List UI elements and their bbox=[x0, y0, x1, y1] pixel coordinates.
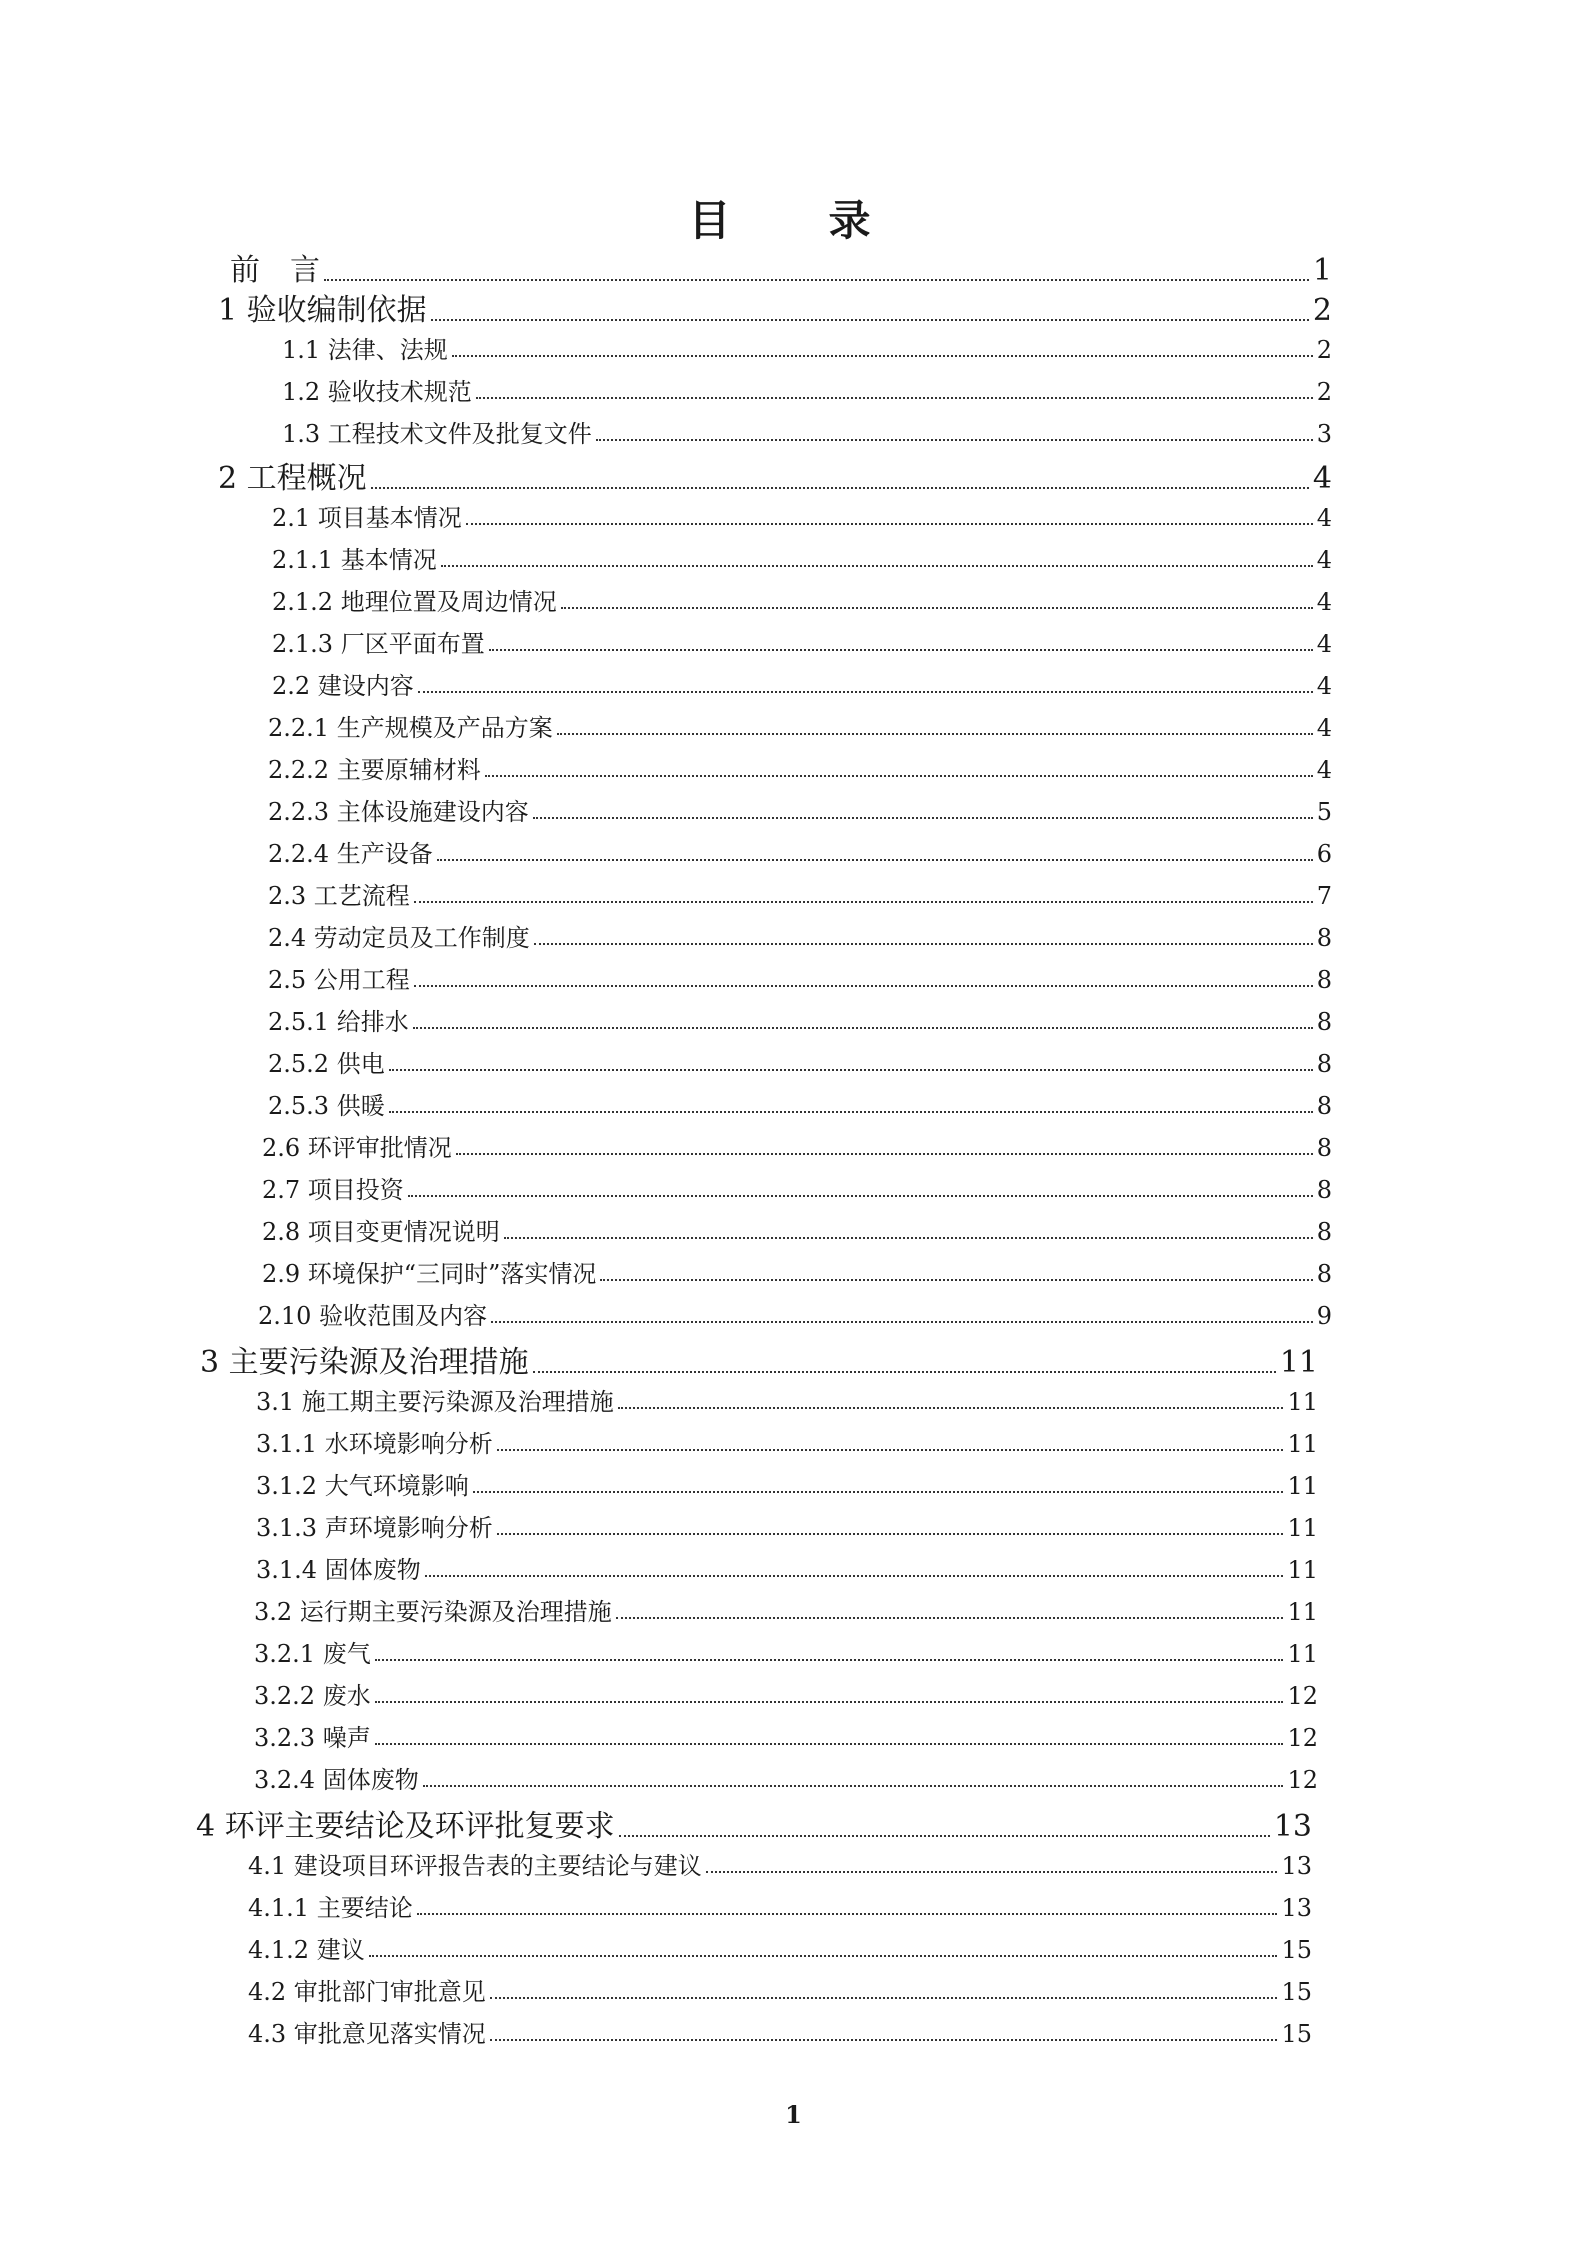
toc-entry-page: 13 bbox=[1273, 1809, 1312, 1844]
toc-entry-label: 3.1.3 声环境影响分析 bbox=[256, 1514, 493, 1542]
toc-entry[interactable] bbox=[262, 1172, 1332, 1202]
dot-leader bbox=[504, 1237, 1313, 1239]
toc-entry[interactable] bbox=[256, 1384, 1318, 1414]
toc-entry[interactable] bbox=[230, 250, 1332, 286]
dot-leader bbox=[425, 1575, 1284, 1577]
toc-entry-label: 2.7 项目投资 bbox=[262, 1176, 404, 1204]
toc-entry[interactable] bbox=[196, 1806, 1312, 1842]
dot-leader bbox=[491, 1321, 1313, 1323]
toc-entry-label: 3.1 施工期主要污染源及治理措施 bbox=[256, 1388, 614, 1416]
toc-entry[interactable] bbox=[262, 1256, 1332, 1286]
toc-entry-label: 3.1.1 水环境影响分析 bbox=[256, 1430, 493, 1458]
toc-entry[interactable] bbox=[268, 794, 1332, 824]
toc-entry-label: 2.5 公用工程 bbox=[268, 966, 410, 994]
dot-leader bbox=[441, 565, 1313, 567]
dot-leader bbox=[600, 1279, 1312, 1281]
toc-entry-page: 4 bbox=[1316, 714, 1332, 742]
dot-leader bbox=[389, 1069, 1313, 1071]
dot-leader bbox=[389, 1111, 1313, 1113]
dot-leader bbox=[497, 1533, 1284, 1535]
toc-entry[interactable] bbox=[282, 416, 1332, 446]
toc-entry-page: 7 bbox=[1316, 882, 1332, 910]
toc-entry-page: 12 bbox=[1287, 1724, 1318, 1752]
toc-entry-label: 2.2.4 生产设备 bbox=[268, 840, 433, 868]
toc-entry[interactable] bbox=[272, 542, 1332, 572]
dot-leader bbox=[616, 1617, 1284, 1619]
dot-leader bbox=[417, 1913, 1278, 1915]
dot-leader bbox=[369, 1955, 1278, 1957]
dot-leader bbox=[596, 439, 1313, 441]
page-number: 1 bbox=[785, 2100, 802, 2129]
toc-entry-page: 13 bbox=[1281, 1852, 1312, 1880]
dot-leader bbox=[619, 1835, 1270, 1837]
toc-entry-label: 2.10 验收范围及内容 bbox=[258, 1302, 488, 1330]
dot-leader bbox=[706, 1871, 1278, 1873]
toc-entry[interactable] bbox=[256, 1552, 1318, 1582]
toc-entry-label: 3.1.2 大气环境影响 bbox=[256, 1472, 469, 1500]
dot-leader bbox=[456, 1153, 1313, 1155]
toc-entry-page: 8 bbox=[1316, 1050, 1332, 1078]
dot-leader bbox=[473, 1491, 1284, 1493]
toc-entry-label: 4.2 审批部门审批意见 bbox=[248, 1978, 486, 2006]
toc-entry-page: 4 bbox=[1316, 504, 1332, 532]
toc-entry-label: 1.3 工程技术文件及批复文件 bbox=[282, 420, 592, 448]
toc-entry-label: 2.2.3 主体设施建设内容 bbox=[268, 798, 529, 826]
toc-entry-page: 2 bbox=[1316, 336, 1332, 364]
dot-leader bbox=[408, 1195, 1313, 1197]
dot-leader bbox=[371, 487, 1309, 489]
toc-entry-label: 2.6 环评审批情况 bbox=[262, 1134, 452, 1162]
toc-entry-page: 12 bbox=[1287, 1766, 1318, 1794]
toc-entry-page: 11 bbox=[1287, 1430, 1318, 1458]
toc-entry-label: 4.1 建设项目环评报告表的主要结论与建议 bbox=[248, 1852, 702, 1880]
dot-leader bbox=[431, 319, 1309, 321]
toc-entry-page: 8 bbox=[1316, 966, 1332, 994]
dot-leader bbox=[533, 817, 1313, 819]
toc-entry[interactable] bbox=[268, 1088, 1332, 1118]
dot-leader bbox=[452, 355, 1313, 357]
toc-entry-label: 4.3 审批意见落实情况 bbox=[248, 2020, 486, 2048]
toc-entry-label: 2.1.3 厂区平面布置 bbox=[272, 630, 485, 658]
toc-entry-page: 8 bbox=[1316, 924, 1332, 952]
toc-entry[interactable] bbox=[272, 500, 1332, 530]
toc-entry-label: 3.2.4 固体废物 bbox=[254, 1766, 419, 1794]
toc-entry[interactable] bbox=[272, 584, 1332, 614]
table-of-contents bbox=[0, 250, 1587, 2050]
dot-leader bbox=[557, 733, 1313, 735]
toc-entry-page: 8 bbox=[1316, 1008, 1332, 1036]
toc-entry[interactable] bbox=[268, 1004, 1332, 1034]
toc-entry-page: 3 bbox=[1316, 420, 1332, 448]
toc-entry[interactable] bbox=[254, 1678, 1318, 1708]
toc-entry-label: 3.2.1 废气 bbox=[254, 1640, 371, 1668]
toc-entry-page: 15 bbox=[1281, 2020, 1312, 2048]
toc-entry-label: 4 环评主要结论及环评批复要求 bbox=[196, 1809, 615, 1844]
toc-entry-label: 3.2 运行期主要污染源及治理措施 bbox=[254, 1598, 612, 1626]
dot-leader bbox=[533, 1371, 1276, 1373]
toc-entry-page: 4 bbox=[1316, 546, 1332, 574]
toc-entry-page: 8 bbox=[1316, 1176, 1332, 1204]
toc-entry[interactable] bbox=[282, 374, 1332, 404]
dot-leader bbox=[490, 1997, 1278, 1999]
toc-entry[interactable] bbox=[256, 1426, 1318, 1456]
toc-entry-page: 8 bbox=[1316, 1092, 1332, 1120]
toc-entry[interactable] bbox=[248, 1890, 1312, 1920]
toc-entry[interactable] bbox=[200, 1342, 1318, 1378]
toc-entry[interactable] bbox=[262, 1130, 1332, 1160]
toc-entry[interactable] bbox=[268, 752, 1332, 782]
dot-leader bbox=[618, 1407, 1284, 1409]
dot-leader bbox=[489, 649, 1313, 651]
toc-entry[interactable] bbox=[268, 710, 1332, 740]
toc-entry-page: 6 bbox=[1316, 840, 1332, 868]
toc-entry-label: 3 主要污染源及治理措施 bbox=[200, 1345, 529, 1380]
toc-entry[interactable] bbox=[272, 668, 1332, 698]
toc-entry[interactable] bbox=[268, 878, 1332, 908]
toc-entry-page: 11 bbox=[1287, 1472, 1318, 1500]
toc-entry-page: 4 bbox=[1316, 588, 1332, 616]
dot-leader bbox=[466, 523, 1313, 525]
toc-entry-label: 2.1 项目基本情况 bbox=[272, 504, 462, 532]
toc-entry-label: 2.9 环境保护“三同时”落实情况 bbox=[262, 1260, 597, 1288]
toc-entry[interactable] bbox=[256, 1510, 1318, 1540]
toc-entry-label: 2.2.2 主要原辅材料 bbox=[268, 756, 481, 784]
toc-entry-label: 2.3 工艺流程 bbox=[268, 882, 410, 910]
toc-entry-label: 2.2.1 生产规模及产品方案 bbox=[268, 714, 553, 742]
toc-entry-page: 15 bbox=[1281, 1936, 1312, 1964]
toc-entry[interactable] bbox=[272, 626, 1332, 656]
dot-leader bbox=[375, 1701, 1284, 1703]
toc-entry-page: 11 bbox=[1287, 1598, 1318, 1626]
dot-leader bbox=[476, 397, 1313, 399]
toc-entry-label: 2 工程概况 bbox=[218, 461, 367, 496]
toc-entry[interactable] bbox=[254, 1636, 1318, 1666]
toc-entry-label: 2.5.3 供暖 bbox=[268, 1092, 385, 1120]
toc-entry-label: 1.2 验收技术规范 bbox=[282, 378, 472, 406]
dot-leader bbox=[375, 1743, 1284, 1745]
toc-entry-page: 8 bbox=[1316, 1134, 1332, 1162]
toc-entry[interactable] bbox=[254, 1720, 1318, 1750]
toc-entry-page: 12 bbox=[1287, 1682, 1318, 1710]
toc-entry[interactable] bbox=[248, 1932, 1312, 1962]
toc-entry-label: 2.2 建设内容 bbox=[272, 672, 414, 700]
dot-leader bbox=[414, 901, 1313, 903]
toc-entry[interactable] bbox=[268, 836, 1332, 866]
toc-entry-label: 前 言 bbox=[230, 253, 320, 288]
toc-entry[interactable] bbox=[254, 1762, 1318, 1792]
dot-leader bbox=[375, 1659, 1284, 1661]
toc-entry-page: 1 bbox=[1312, 253, 1332, 288]
toc-entry[interactable] bbox=[218, 458, 1332, 494]
toc-entry-page: 4 bbox=[1316, 756, 1332, 784]
toc-entry[interactable] bbox=[268, 962, 1332, 992]
toc-entry-page: 11 bbox=[1287, 1388, 1318, 1416]
dot-leader bbox=[485, 775, 1313, 777]
toc-entry-label: 4.1.1 主要结论 bbox=[248, 1894, 413, 1922]
toc-entry-page: 11 bbox=[1287, 1640, 1318, 1668]
toc-entry[interactable] bbox=[268, 1046, 1332, 1076]
toc-entry-label: 4.1.2 建议 bbox=[248, 1936, 365, 1964]
toc-entry[interactable] bbox=[248, 1848, 1312, 1878]
toc-entry[interactable] bbox=[248, 1974, 1312, 2004]
toc-entry-page: 4 bbox=[1312, 461, 1332, 496]
toc-entry-page: 9 bbox=[1316, 1302, 1332, 1330]
dot-leader bbox=[418, 691, 1313, 693]
toc-entry-label: 2.1.2 地理位置及周边情况 bbox=[272, 588, 557, 616]
toc-entry-page: 4 bbox=[1316, 672, 1332, 700]
toc-entry[interactable] bbox=[256, 1468, 1318, 1498]
toc-entry-label: 2.5.1 给排水 bbox=[268, 1008, 409, 1036]
dot-leader bbox=[490, 2039, 1278, 2041]
toc-entry[interactable] bbox=[268, 920, 1332, 950]
toc-entry[interactable] bbox=[248, 2016, 1312, 2046]
dot-leader bbox=[423, 1785, 1284, 1787]
toc-entry-label: 3.2.2 废水 bbox=[254, 1682, 371, 1710]
toc-entry-page: 11 bbox=[1287, 1556, 1318, 1584]
toc-entry-label: 2.1.1 基本情况 bbox=[272, 546, 437, 574]
toc-entry-page: 8 bbox=[1316, 1218, 1332, 1246]
dot-leader bbox=[413, 1027, 1313, 1029]
toc-entry[interactable] bbox=[282, 332, 1332, 362]
toc-entry-page: 15 bbox=[1281, 1978, 1312, 2006]
toc-entry-page: 11 bbox=[1287, 1514, 1318, 1542]
toc-entry-page: 8 bbox=[1316, 1260, 1332, 1288]
toc-entry-page: 11 bbox=[1279, 1345, 1318, 1380]
toc-entry[interactable] bbox=[262, 1214, 1332, 1244]
toc-entry[interactable] bbox=[258, 1298, 1332, 1328]
toc-entry-page: 5 bbox=[1316, 798, 1332, 826]
dot-leader bbox=[437, 859, 1313, 861]
toc-entry-label: 2.4 劳动定员及工作制度 bbox=[268, 924, 530, 952]
toc-entry-page: 2 bbox=[1316, 378, 1332, 406]
toc-entry[interactable] bbox=[218, 290, 1332, 326]
toc-entry-label: 1.1 法律、法规 bbox=[282, 336, 448, 364]
toc-entry-label: 2.5.2 供电 bbox=[268, 1050, 385, 1078]
toc-entry-label: 3.2.3 噪声 bbox=[254, 1724, 371, 1752]
toc-entry-label: 3.1.4 固体废物 bbox=[256, 1556, 421, 1584]
toc-entry-page: 2 bbox=[1312, 293, 1332, 328]
dot-leader bbox=[534, 943, 1313, 945]
toc-entry-label: 2.8 项目变更情况说明 bbox=[262, 1218, 500, 1246]
dot-leader bbox=[414, 985, 1313, 987]
toc-entry[interactable] bbox=[254, 1594, 1318, 1624]
toc-entry-page: 4 bbox=[1316, 630, 1332, 658]
toc-entry-label: 1 验收编制依据 bbox=[218, 293, 427, 328]
dot-leader bbox=[497, 1449, 1284, 1451]
dot-leader bbox=[561, 607, 1313, 609]
page-title: 目 录 bbox=[688, 196, 899, 245]
toc-entry-page: 13 bbox=[1281, 1894, 1312, 1922]
dot-leader bbox=[324, 279, 1309, 281]
